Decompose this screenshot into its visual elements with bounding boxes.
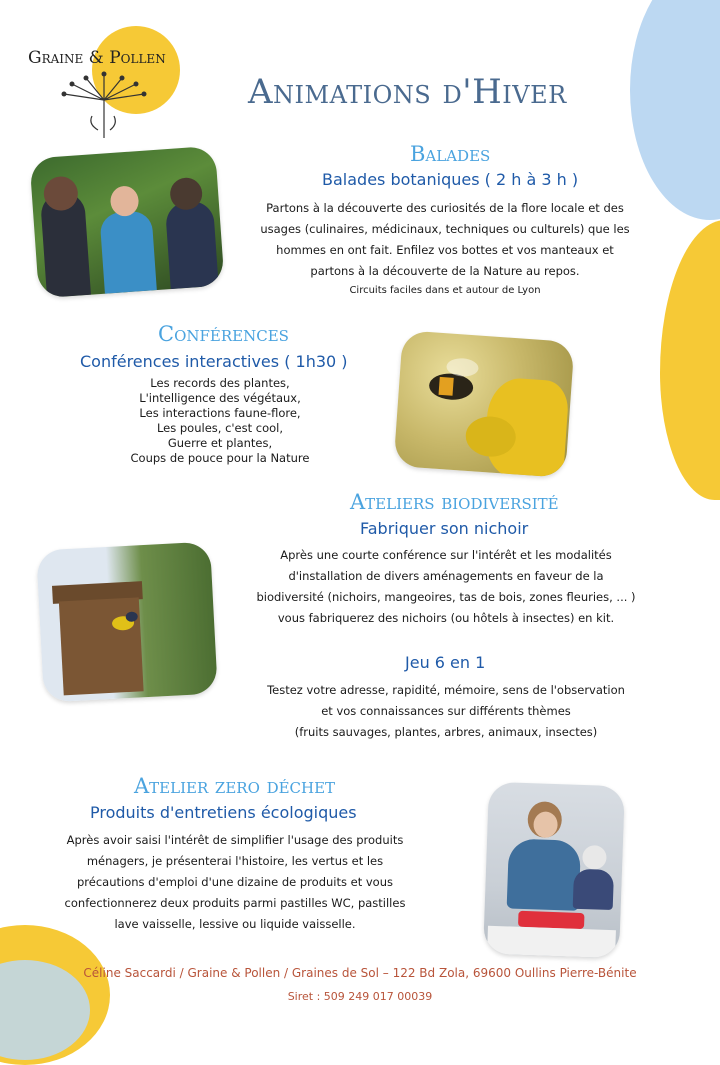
zero-dechet-title: Atelier zero déchet bbox=[134, 774, 336, 798]
conferences-item: Coups de pouce pour la Nature bbox=[130, 451, 310, 465]
jeu-text-line: (fruits sauvages, plantes, arbres, animaux, insectes) bbox=[294, 725, 598, 739]
page-title: Animations d'Hiver bbox=[248, 72, 567, 112]
jeu-text bbox=[236, 680, 656, 743]
footer-siret: Siret : 509 249 017 00039 bbox=[287, 990, 433, 1003]
zero-dechet-text bbox=[40, 830, 430, 935]
footer-contact: Céline Saccardi / Graine & Pollen / Graines de Sol – 122 Bd Zola, 69600 Oullins Pierre-Bénite bbox=[83, 966, 637, 980]
balades-photo bbox=[29, 146, 224, 299]
blue-blob-top-right bbox=[630, 0, 720, 220]
conferences-item: Les interactions faune-flore, bbox=[139, 406, 301, 420]
conferences-title: Conférences bbox=[158, 322, 289, 346]
jeu-text-line: et vos connaissances sur différents thèmes bbox=[321, 704, 571, 718]
conferences-item: L'intelligence des végétaux, bbox=[139, 391, 301, 405]
balades-text bbox=[240, 198, 650, 300]
balades-text-line: usages (culinaires, médicinaux, techniques ou culturels) que les bbox=[260, 222, 630, 236]
jeu-text-line: Testez votre adresse, rapidité, mémoire, sens de l'observation bbox=[267, 683, 625, 697]
balades-note: Circuits faciles dans et autour de Lyon bbox=[349, 285, 541, 296]
conferences-subtitle: Conférences interactives ( 1h30 ) bbox=[80, 352, 348, 371]
conferences-list bbox=[80, 376, 360, 466]
balades-text-line: Partons à la découverte des curiosités de la flore locale et des bbox=[266, 201, 624, 215]
ateliers-text-line: biodiversité (nichoirs, mangeoires, tas de bois, zones fleuries, ... ) bbox=[256, 590, 636, 604]
zero-dechet-text-line: précautions d'emploi d'une dizaine de produits et vous bbox=[76, 875, 393, 889]
conferences-item: Les poules, c'est cool, bbox=[156, 421, 284, 435]
zero-dechet-text-line: ménagers, je présenterai l'histoire, les vertus et les bbox=[86, 854, 384, 868]
jeu-title: Jeu 6 en 1 bbox=[405, 653, 486, 672]
ateliers-text-line: Après une courte conférence sur l'intérêt et les modalités bbox=[280, 548, 612, 562]
ateliers-text bbox=[236, 545, 656, 629]
nichoir-photo bbox=[36, 542, 218, 703]
zero-dechet-text-line: confectionnerez deux produits parmi pastilles WC, pastilles bbox=[64, 896, 406, 910]
zero-dechet-text-line: lave vaisselle, lessive ou liquide vaisselle. bbox=[114, 917, 356, 931]
logo-text: Graine & Pollen bbox=[28, 48, 166, 68]
yellow-blob-right bbox=[660, 220, 720, 500]
bee-photo bbox=[393, 330, 574, 478]
balades-title: Balades bbox=[410, 142, 491, 166]
ateliers-subtitle: Fabriquer son nichoir bbox=[360, 519, 529, 538]
balades-text-line: partons à la découverte de la Nature au repos. bbox=[310, 264, 580, 278]
umbel-flower-icon bbox=[52, 70, 152, 140]
balades-text-line: hommes en ont fait. Enfilez vos bottes et vos manteaux et bbox=[276, 243, 614, 257]
conferences-item: Guerre et plantes, bbox=[167, 436, 273, 450]
zero-dechet-subtitle: Produits d'entretiens écologiques bbox=[90, 803, 357, 822]
ateliers-text-line: vous fabriquerez des nichoirs (ou hôtels à insectes) en kit. bbox=[277, 611, 615, 625]
zero-dechet-text-line: Après avoir saisi l'intérêt de simplifier l'usage des produits bbox=[66, 833, 404, 847]
logo bbox=[22, 40, 182, 140]
conferences-item: Les records des plantes, bbox=[150, 376, 290, 390]
ateliers-title: Ateliers biodiversité bbox=[350, 490, 559, 514]
zero-dechet-photo bbox=[483, 782, 625, 959]
ateliers-text-line: d'installation de divers aménagements en faveur de la bbox=[288, 569, 604, 583]
balades-subtitle: Balades botaniques ( 2 h à 3 h ) bbox=[322, 170, 579, 189]
